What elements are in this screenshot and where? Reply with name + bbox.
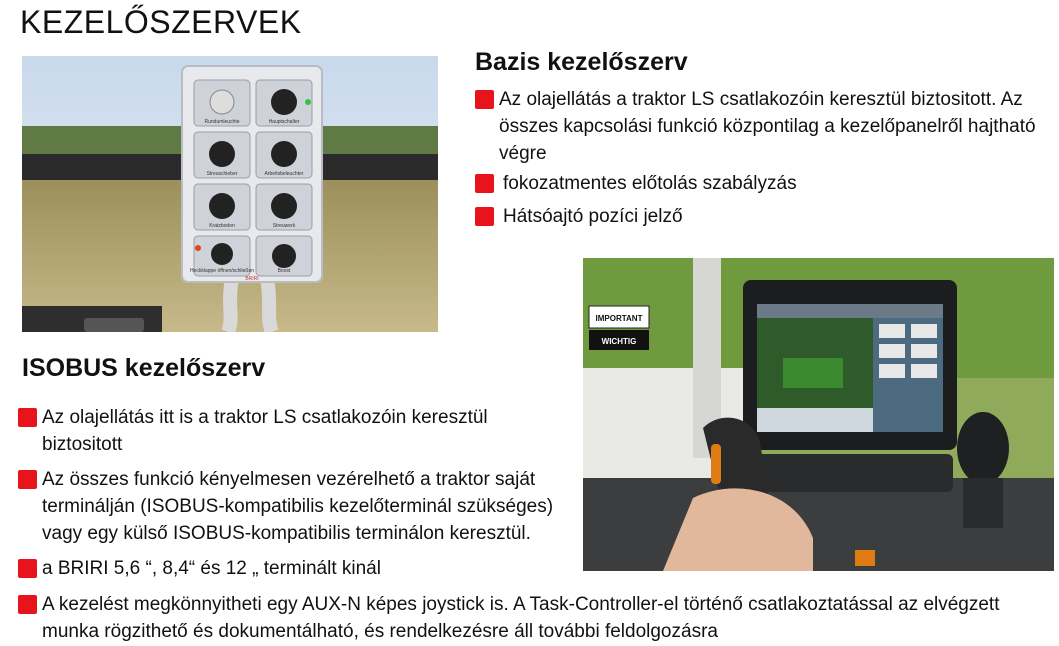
basic-bullet: fokozatmentes előtolás szabályzás xyxy=(475,170,1055,197)
panel-label: Heckklappe öffnen/schließen xyxy=(189,268,255,274)
panel-label: Boost xyxy=(277,268,291,274)
isobus-heading: ISOBUS kezelőszerv xyxy=(22,354,266,382)
warning-stickers xyxy=(589,306,649,350)
sticker-wichtig: WICHTIG xyxy=(601,337,637,346)
bullet-square-icon xyxy=(18,595,37,614)
cab-terminal-photo xyxy=(583,258,1054,571)
panel-label: Rundumleuchte xyxy=(204,119,240,125)
page-title: KEZELŐSZERVEK xyxy=(20,4,302,40)
panel-label: Streuschieber xyxy=(206,171,238,177)
isobus-bullet: A kezelést megkönnyitheti egy AUX-N képes joystick is. A Task-Controller-el történő csatlakoztatással az elvégzett munka rögzithető és dokumentálható, és rendelkezésre áll további feldolgozásra xyxy=(18,591,1054,645)
basic-bullet: Az olajellátás a traktor LS csatlakozóin keresztül biztositott. Az összes kapcsolási funkció központilag a kezelőpanelről hajtható végre xyxy=(475,86,1055,167)
bullet-square-icon xyxy=(475,174,494,193)
basic-bullet: Hátsóajtó pozíci jelző xyxy=(475,203,1055,230)
panel-label: Arbeitsbeleuchter xyxy=(264,171,304,177)
isobus-bullet: Az olajellátás itt is a traktor LS csatlakozóin keresztül biztositott xyxy=(18,404,538,458)
bullet-square-icon xyxy=(18,470,37,489)
bullet-square-icon xyxy=(475,207,494,226)
control-panel-photo xyxy=(22,56,438,332)
isobus-bullet: a BRIRI 5,6 “, 8,4“ és 12 „ terminált kinál xyxy=(18,555,578,582)
panel-label: Hauptschalter xyxy=(268,119,300,125)
bullet-square-icon xyxy=(475,90,494,109)
bullet-square-icon xyxy=(18,559,37,578)
bullet-square-icon xyxy=(18,408,37,427)
isobus-bullet: Az összes funkció kényelmesen vezérelhető a traktor saját terminálján (ISOBUS-kompatibilis kezelőterminál szükséges) vagy egy külső ISOBUS-kompatibilis terminálon keresztül. xyxy=(18,466,578,547)
sticker-important: IMPORTANT xyxy=(595,314,643,323)
panel-label: Streuwerk xyxy=(272,223,296,229)
basic-heading: Bazis kezelőszerv xyxy=(475,48,688,76)
panel-brand: BRIRI xyxy=(245,276,259,282)
panel-label: Kratzboden xyxy=(209,223,235,229)
